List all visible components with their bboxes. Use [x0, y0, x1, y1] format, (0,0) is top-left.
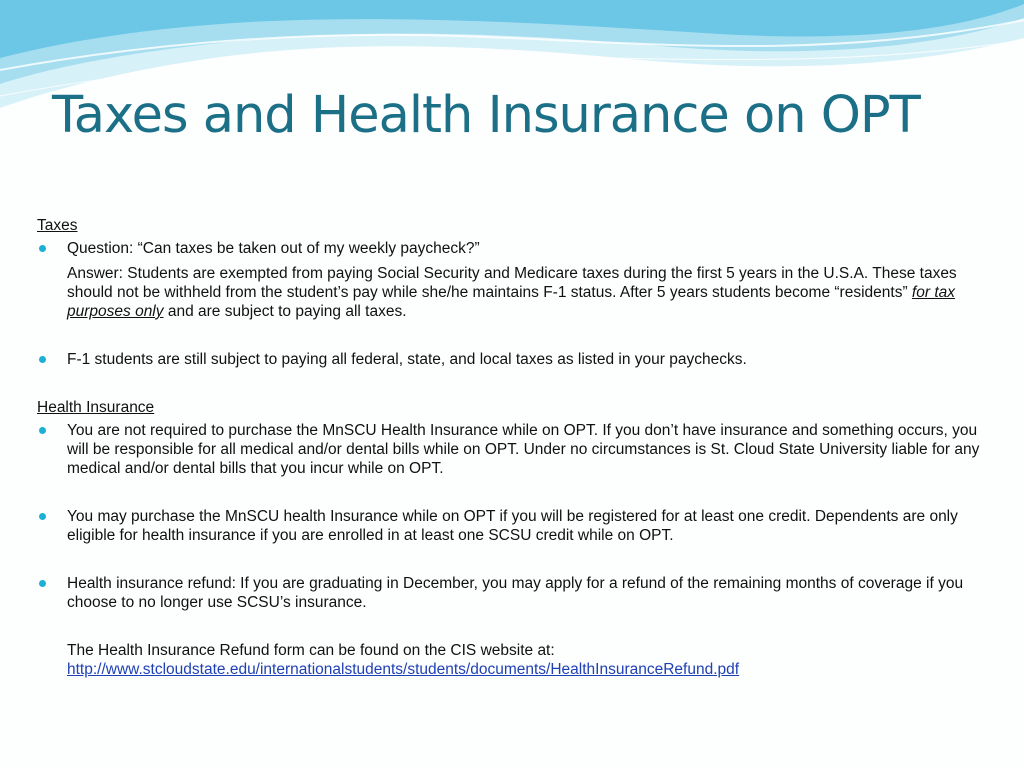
slide-title: Taxes and Health Insurance on OPT: [52, 86, 920, 145]
taxes-answer-paragraph: [37, 264, 987, 321]
health-not-required-text: You are not required to purchase the MnSCU Health Insurance while on OPT. If you don’t have insurance and something occurs, you will be responsible for all medical and/or dental bills while on OPT. Under no circumstances is St. Cloud State University liable for any medical and/or dental bills that you incur while on OPT.: [67, 422, 980, 477]
health-purchase-text: You may purchase the MnSCU health Insurance while on OPT if you will be registered for at least one credit. Dependents are only eligible for health insurance if you are enrolled in at least one SCSU credit while on OPT.: [67, 508, 958, 544]
bullet-dot-icon: [39, 513, 46, 520]
taxes-f1-bullet: [37, 350, 987, 369]
health-refund-bullet: [37, 574, 987, 612]
bullet-dot-icon: [39, 580, 46, 587]
bullet-dot-icon: [39, 245, 46, 252]
health-refund-form-paragraph: [37, 641, 987, 679]
health-purchase-bullet: [37, 507, 987, 545]
taxes-heading: Taxes: [37, 217, 78, 234]
health-refund-form-text: The Health Insurance Refund form can be found on the CIS website at:: [67, 642, 555, 659]
taxes-answer-emphasis: for tax purposes only: [67, 284, 955, 320]
bullet-dot-icon: [39, 427, 46, 434]
health-heading: Health Insurance: [37, 399, 155, 416]
taxes-question-text: Question: “Can taxes be taken out of my weekly paycheck?”: [67, 240, 480, 257]
taxes-answer-text-end: and are subject to paying all taxes.: [163, 303, 407, 320]
taxes-f1-text: F-1 students are still subject to paying all federal, state, and local taxes as listed in your paychecks.: [67, 351, 747, 368]
health-refund-form-link[interactable]: http://www.stcloudstate.edu/internationalstudents/students/documents/HealthInsuranceRefund.pdf: [67, 661, 740, 678]
slide-body: [37, 216, 987, 679]
taxes-question-bullet: [37, 239, 987, 258]
health-not-required-bullet: [37, 421, 987, 478]
taxes-answer-text: Answer: Students are exempted from paying Social Security and Medicare taxes during the first 5 years in the U.S.A. These taxes should not be withheld from the student’s pay while she/he maintains F-1 status. After 5 years students become “residents”: [67, 265, 957, 301]
bullet-dot-icon: [39, 356, 46, 363]
health-refund-text: Health insurance refund: If you are graduating in December, you may apply for a refund of the remaining months of coverage if you choose to no longer use SCSU’s insurance.: [67, 575, 964, 611]
